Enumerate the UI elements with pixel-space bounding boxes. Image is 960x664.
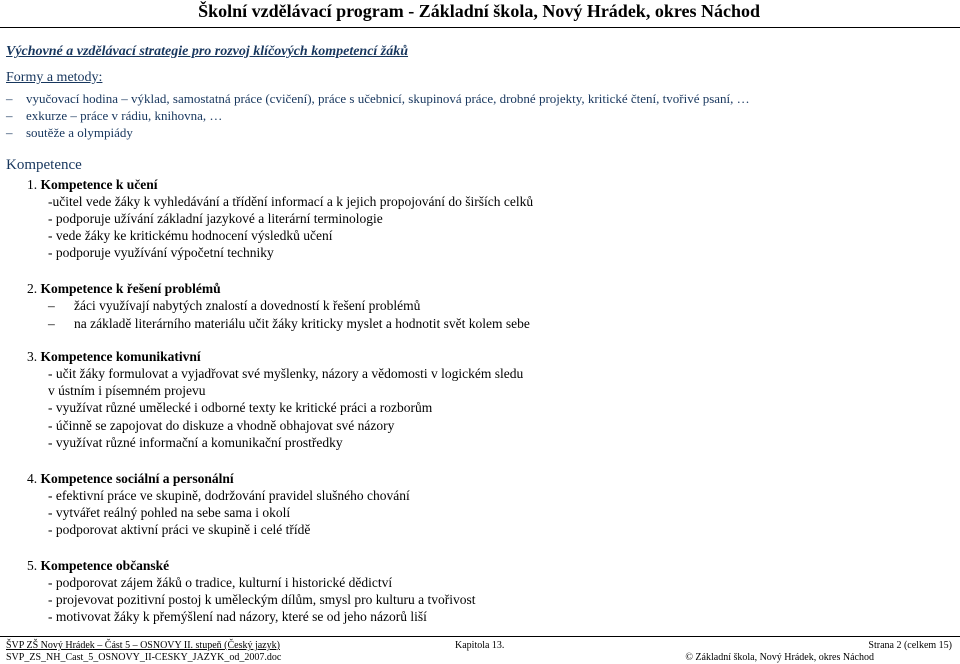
competence-line: - využívat různé umělecké i odborné texty ke kritické práci a rozborům <box>48 400 433 415</box>
competence-line: - využívat různé informační a komunikační prostředky <box>48 435 343 450</box>
dash-bullet-icon: – <box>6 125 13 140</box>
competence-title: 1. Kompetence k učení <box>27 177 158 192</box>
competence-title: 5. Kompetence občanské <box>27 558 170 573</box>
competence-title: 4. Kompetence sociální a personální <box>27 471 234 486</box>
forms-heading: Formy a metody: <box>6 70 103 85</box>
dash-bullet-icon: – <box>6 91 13 106</box>
competence-line: - podporovat aktivní práci ve skupině i celé třídě <box>48 522 311 537</box>
competence-line: - podporovat zájem žáků o tradice, kulturní i historické dědictví <box>48 575 393 590</box>
competences-heading: Kompetence <box>6 157 82 173</box>
forms-list-item: – soutěže a olympiády <box>6 125 133 140</box>
section-title: Výchovné a vzdělávací strategie pro rozvoj klíčových kompetencí žáků <box>6 44 409 59</box>
page-header-title: Školní vzdělávací program - Základní škola, Nový Hrádek, okres Náchod <box>198 1 760 21</box>
dash-bullet-icon: – <box>48 298 55 313</box>
footer-chapter: Kapitola 13. <box>455 640 505 651</box>
page-header <box>0 0 960 28</box>
competence-title: 2. Kompetence k řešení problémů <box>27 281 221 296</box>
competence-line: - motivovat žáky k přemýšlení nad názory, které se od jeho názorů liší <box>48 609 427 624</box>
competence-line: -učitel vede žáky k vyhledávání a třídění informací a k jejich propojování do širších celků <box>48 194 534 209</box>
competence-line: - efektivní práce ve skupině, dodržování pravidel slušného chování <box>48 488 410 503</box>
competence-line: - učit žáky formulovat a vyjadřovat své myšlenky, názory a vědomosti v logickém sledu <box>48 366 524 381</box>
page-footer <box>0 636 960 664</box>
competence-title: 3. Kompetence komunikativní <box>27 349 201 364</box>
competence-line: - účinně se zapojovat do diskuze a vhodně obhajovat své názory <box>48 418 395 433</box>
dash-bullet-icon: – <box>6 108 13 123</box>
forms-list-item: – vyučovací hodina – výklad, samostatná práce (cvičení), práce s učebnicí, skupinová práce, drobné projekty, kritické čtení, tvořivé psaní, … <box>6 91 750 106</box>
competence-line: – žáci využívají nabytých znalostí a dovedností k řešení problémů <box>48 298 421 313</box>
footer-filename: SVP_ZS_NH_Cast_5_OSNOVY_II-CESKY_JAZYK_od_2007.doc <box>6 652 282 663</box>
footer-doc-title: ŠVP ZŠ Nový Hrádek – Část 5 – OSNOVY II. stupeň (Český jazyk) <box>6 640 280 651</box>
competence-line: - projevovat pozitivní postoj k uměleckým dílům, smysl pro kulturu a tvořivost <box>48 592 476 607</box>
dash-bullet-icon: – <box>48 316 55 331</box>
competence-line: - podporuje užívání základní jazykové a literární terminologie <box>48 211 383 226</box>
forms-list-item: – exkurze – práce v rádiu, knihovna, … <box>6 108 223 123</box>
competence-line: - vede žáky ke kritickému hodnocení výsledků učení <box>48 228 333 243</box>
competence-line: - vytvářet reálný pohled na sebe sama i okolí <box>48 505 291 520</box>
competence-line: - podporuje využívání výpočetní techniky <box>48 245 274 260</box>
footer-copyright: © Základní škola, Nový Hrádek, okres Náchod <box>685 652 874 663</box>
competence-line: – na základě literárního materiálu učit žáky kriticky myslet a hodnotit svět kolem sebe <box>48 316 530 331</box>
competence-line: v ústním i písemném projevu <box>48 383 206 398</box>
footer-page-number: Strana 2 (celkem 15) <box>868 640 952 651</box>
